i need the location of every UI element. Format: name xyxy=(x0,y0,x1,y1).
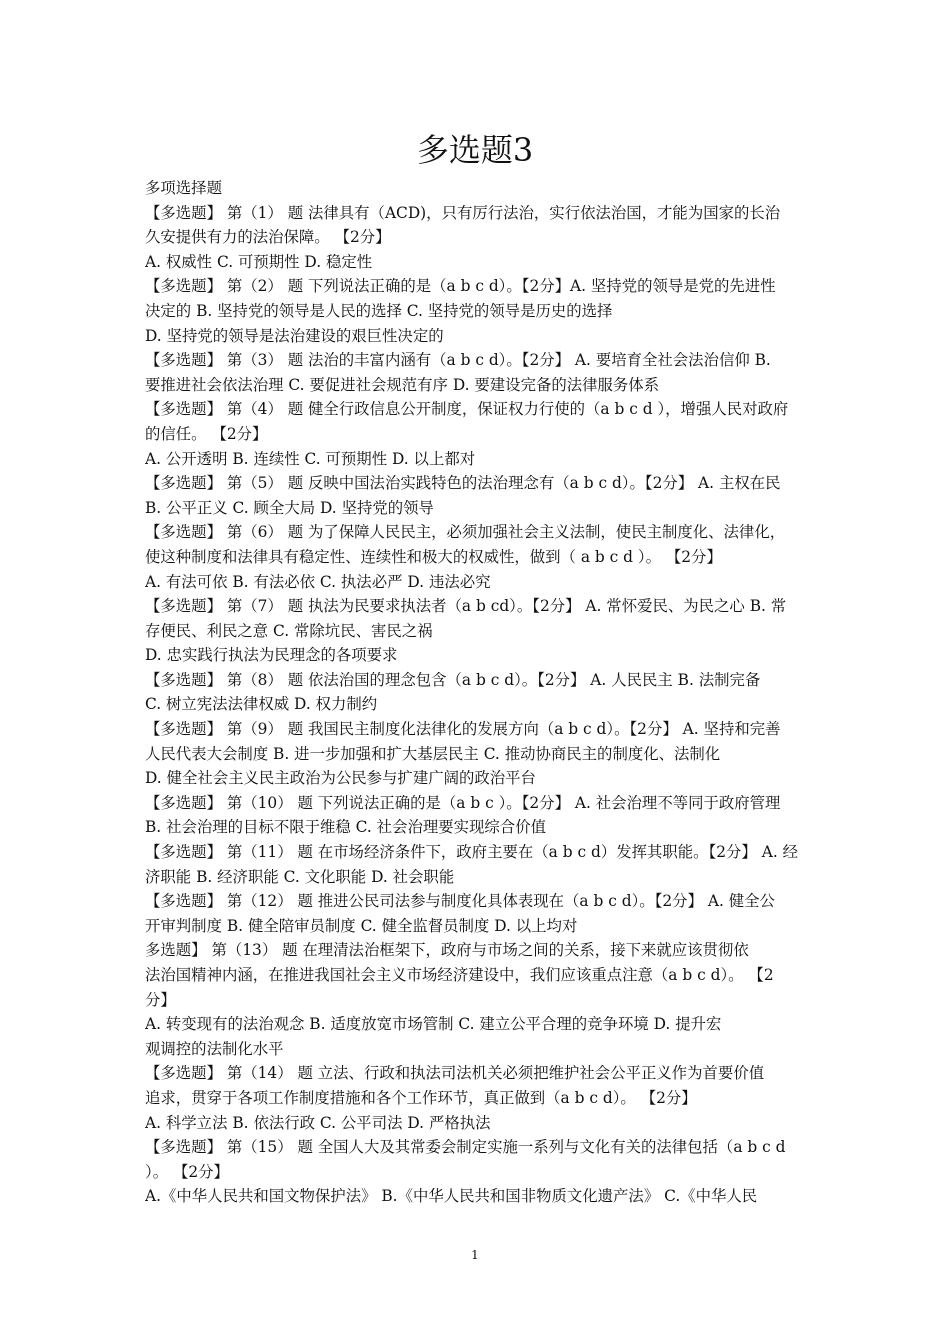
text-line: A.《中华人民共和国文物保护法》 B.《中华人民共和国非物质文化遗产法》 C.《中华人民 xyxy=(145,1187,758,1206)
text-line: 【多选题】 第（7） 题 执法为民要求执法者（a b cd）。【2分】 A. 常怀爱民、为民之心 B. 常 xyxy=(145,597,787,616)
text-line: D. 坚持党的领导是法治建设的艰巨性决定的 xyxy=(145,326,444,345)
document-body xyxy=(145,176,808,1209)
text-line: 法治国精神内涵，在推进我国社会主义市场经济建设中，我们应该重点注意（a b c d）。 【2 xyxy=(145,966,774,984)
text-line: 【多选题】 第（5） 题 反映中国法治实践特色的法治理念有（a b c d）。【2分】 A. 主权在民 xyxy=(145,474,781,493)
text-line: 的信任。 【2分】 xyxy=(145,424,268,443)
text-line: ）。 【2分】 xyxy=(145,1162,229,1181)
text-line: 分】 xyxy=(145,990,176,1009)
text-line: 追求，贯穿于各项工作制度措施和各个工作环节，真正做到（a b c d）。 【2分】 xyxy=(145,1088,697,1107)
text-line: 人民代表大会制度 B. 进一步加强和扩大基层民主 C. 推动协商民主的制度化、法制化 xyxy=(145,744,721,763)
text-line: B. 公平正义 C. 顾全大局 D. 坚持党的领导 xyxy=(145,498,434,517)
text-line: 要推进社会依法治理 C. 要促进社会规范有序 D. 要建设完备的法律服务体系 xyxy=(145,375,660,394)
text-line: A. 科学立法 B. 依法行政 C. 公平司法 D. 严格执法 xyxy=(145,1113,491,1132)
text-line: 【多选题】 第（1） 题 法律具有（ACD)，只有厉行法治，实行依法治国，才能为国家的长治 xyxy=(145,203,781,222)
text-line: C. 树立宪法法律权威 D. 权力制约 xyxy=(145,695,378,714)
text-line: 【多选题】 第（12） 题 推进公民司法参与制度化具体表现在（a b c d）。【2分】 A. 健全公 xyxy=(145,892,775,911)
text-line: A. 有法可依 B. 有法必依 C. 执法必严 D. 违法必究 xyxy=(145,572,491,591)
text-line: 多选题】 第（13） 题 在理清法治框架下，政府与市场之间的关系，接下来就应该贯彻依 xyxy=(145,941,749,960)
text-line: A. 权威性 C. 可预期性 D. 稳定性 xyxy=(145,252,373,271)
text-line: 决定的 B. 坚持党的领导是人民的选择 C. 坚持党的领导是历史的选择 xyxy=(145,301,613,320)
text-line: 济职能 B. 经济职能 C. 文化职能 D. 社会职能 xyxy=(145,867,455,886)
text-line: A. 公开透明 B. 连续性 C. 可预期性 D. 以上都对 xyxy=(145,449,476,468)
text-line: 久安提供有力的法治保障。 【2分】 xyxy=(145,228,391,247)
page-number: 1 xyxy=(471,1248,479,1262)
text-line: A. 转变现有的法治观念 B. 适度放宽市场管制 C. 建立公平合理的竞争环境 D. 提升宏 xyxy=(145,1015,722,1034)
text-line: D. 忠实践行执法为民理念的各项要求 xyxy=(145,646,398,665)
text-line: 【多选题】 第（11） 题 在市场经济条件下，政府主要在（a b c d）发挥其职能。【2分】 A. 经 xyxy=(145,843,798,862)
text-line: B. 社会治理的目标不限于维稳 C. 社会治理要实现综合价值 xyxy=(145,818,546,837)
text-line: 使这种制度和法律具有稳定性、连续性和极大的权威性，做到（ a b c d ）。 【2分】 xyxy=(145,547,722,566)
text-line: 【多选题】 第（10） 题 下列说法正确的是（a b c ）。【2分】 A. 社会治理不等同于政府管理 xyxy=(145,793,781,812)
text-line: 观调控的法制化水平 xyxy=(145,1039,284,1058)
text-line: 【多选题】 第（9） 题 我国民主制度化法律化的发展方向（a b c d）。【2分】 A. 坚持和完善 xyxy=(145,720,781,739)
text-line: 多项选择题 xyxy=(145,179,222,197)
text-line: 【多选题】 第（14） 题 立法、行政和执法司法机关必须把维护社会公平正义作为首要价值 xyxy=(145,1064,765,1083)
text-line: 存便民、利民之意 C. 常除坑民、害民之祸 xyxy=(145,621,433,640)
text-line: 【多选题】 第（8） 题 依法治国的理念包含（a b c d）。【2分】 A. 人民民主 B. 法制完备 xyxy=(145,670,761,689)
document-title: 多选题3 xyxy=(416,131,534,169)
text-line: 开审判制度 B. 健全陪审员制度 C. 健全监督员制度 D. 以上均对 xyxy=(145,916,578,935)
text-line: D. 健全社会主义民主政治为公民参与扩建广阔的政治平台 xyxy=(145,769,536,788)
text-line: 【多选题】 第（4） 题 健全行政信息公开制度，保证权力行使的（a b c d ），增强人民对政府 xyxy=(145,400,789,419)
text-line: 【多选题】 第（3） 题 法治的丰富内涵有（a b c d）。【2分】 A. 要培育全社会法治信仰 B. xyxy=(145,351,771,370)
text-line: 【多选题】 第（2） 题 下列说法正确的是（a b c d）。【2分】A. 坚持党的领导是党的先进性 xyxy=(145,277,776,296)
text-line: 【多选题】 第（6） 题 为了保障人民民主，必须加强社会主义法制，使民主制度化、法律化， xyxy=(145,523,786,542)
text-line: 【多选题】 第（15） 题 全国人大及其常委会制定实施一系列与文化有关的法律包括（a b c d xyxy=(145,1138,786,1157)
